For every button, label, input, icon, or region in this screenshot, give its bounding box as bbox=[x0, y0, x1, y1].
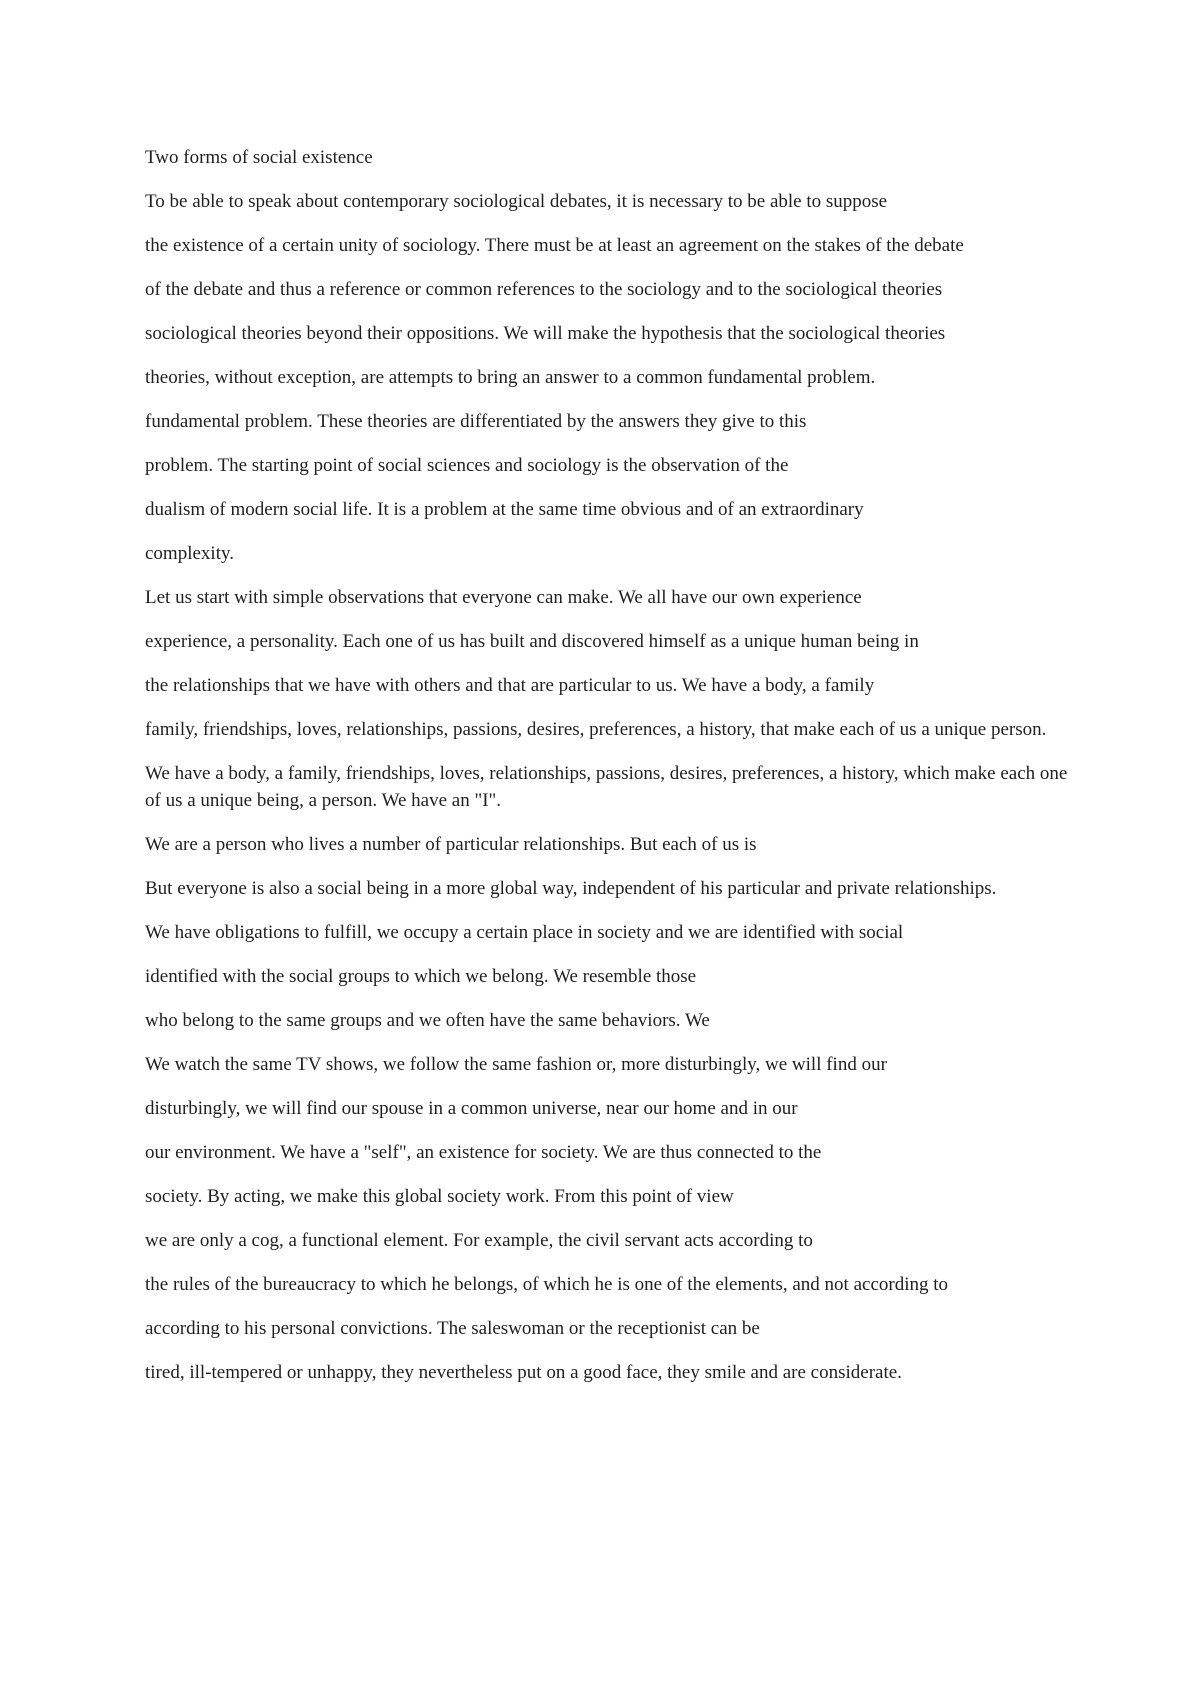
paragraph: complexity. bbox=[145, 543, 234, 564]
paragraph: problem. The starting point of social sciences and sociology is the observation of the bbox=[145, 455, 789, 476]
paragraph: experience, a personality. Each one of us has built and discovered himself as a unique human being in bbox=[145, 631, 919, 652]
paragraph: who belong to the same groups and we often have the same behaviors. We bbox=[145, 1010, 710, 1031]
paragraph: disturbingly, we will find our spouse in a common universe, near our home and in our bbox=[145, 1098, 798, 1119]
paragraph: family, friendships, loves, relationships, passions, desires, preferences, a history, that make each of us a unique person. bbox=[145, 719, 1047, 740]
paragraph: dualism of modern social life. It is a problem at the same time obvious and of an extraordinary bbox=[145, 499, 864, 520]
paragraph: Let us start with simple observations that everyone can make. We all have our own experience bbox=[145, 587, 862, 608]
paragraph: We have obligations to fulfill, we occupy a certain place in society and we are identified with social bbox=[145, 922, 904, 943]
paragraph: To be able to speak about contemporary sociological debates, it is necessary to be able to suppose bbox=[145, 191, 888, 212]
paragraph: We are a person who lives a number of particular relationships. But each of us is bbox=[145, 834, 757, 855]
paragraph: fundamental problem. These theories are differentiated by the answers they give to this bbox=[145, 411, 807, 432]
paragraph: our environment. We have a "self", an existence for society. We are thus connected to the bbox=[145, 1142, 822, 1163]
paragraph: But everyone is also a social being in a more global way, independent of his particular and private relationships. bbox=[145, 878, 997, 899]
paragraph: We watch the same TV shows, we follow the same fashion or, more disturbingly, we will find our bbox=[145, 1054, 887, 1075]
document-body bbox=[145, 144, 1070, 1386]
paragraph: identified with the social groups to which we belong. We resemble those bbox=[145, 966, 697, 987]
paragraph: tired, ill-tempered or unhappy, they nevertheless put on a good face, they smile and are considerate. bbox=[145, 1362, 902, 1383]
paragraph: sociological theories beyond their oppositions. We will make the hypothesis that the sociological theories bbox=[145, 323, 946, 344]
paragraph: society. By acting, we make this global society work. From this point of view bbox=[145, 1186, 734, 1207]
paragraph: the rules of the bureaucracy to which he belongs, of which he is one of the elements, and not according to bbox=[145, 1274, 949, 1295]
document-title: Two forms of social existence bbox=[145, 147, 373, 168]
paragraph: We have a body, a family, friendships, loves, relationships, passions, desires, preferences, a history, which make each one of us a unique being, a person. We have an "I". bbox=[145, 763, 1068, 811]
paragraph: we are only a cog, a functional element. For example, the civil servant acts according to bbox=[145, 1230, 813, 1251]
paragraph: theories, without exception, are attempts to bring an answer to a common fundamental problem. bbox=[145, 367, 876, 388]
paragraph: of the debate and thus a reference or common references to the sociology and to the sociological theories bbox=[145, 279, 943, 300]
paragraph: the existence of a certain unity of sociology. There must be at least an agreement on the stakes of the debate bbox=[145, 235, 964, 256]
paragraph: according to his personal convictions. The saleswoman or the receptionist can be bbox=[145, 1318, 760, 1339]
paragraph: the relationships that we have with others and that are particular to us. We have a body, a family bbox=[145, 675, 875, 696]
